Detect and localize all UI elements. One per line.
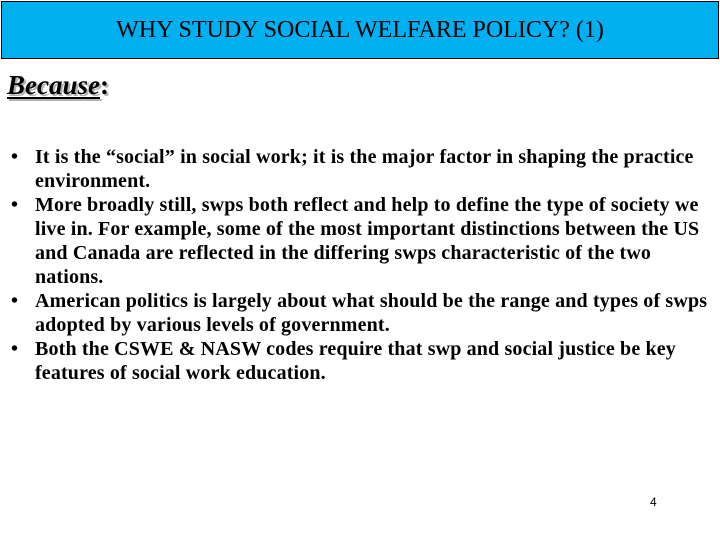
bullet-dot-icon: •: [11, 194, 19, 216]
bullet-text-2: More broadly still, swps both reflect and help to define the type of society we live in. For example, some of the most important distinctions between the US and Canada are reflected in the differing swps characteristic of the two nations.: [35, 194, 700, 288]
bullet-text-1: It is the “social” in social work; it is the major factor in shaping the practice environment.: [35, 146, 694, 192]
bullet-dot-icon: •: [11, 290, 19, 312]
page-number: 4: [650, 495, 657, 509]
subheading: [7, 70, 109, 101]
bullet-dot-icon: •: [11, 338, 19, 360]
bullet-item-1: [11, 145, 716, 193]
title-bar: [1, 1, 719, 59]
subheading-colon: :: [99, 70, 109, 100]
slide-title: WHY STUDY SOCIAL WELFARE POLICY? (1): [116, 16, 604, 43]
bullet-dot-icon: •: [11, 146, 19, 168]
bullet-text-3: American politics is largely about what should be the range and types of swps adopted by various levels of government.: [35, 290, 708, 336]
bullet-list: [11, 145, 716, 385]
bullet-item-4: [11, 337, 716, 385]
bullet-item-3: [11, 289, 716, 337]
subheading-word: Because: [7, 70, 100, 100]
bullet-text-4: Both the CSWE & NASW codes require that swp and social justice be key features of social work education.: [35, 338, 676, 384]
bullet-item-2: [11, 193, 716, 289]
